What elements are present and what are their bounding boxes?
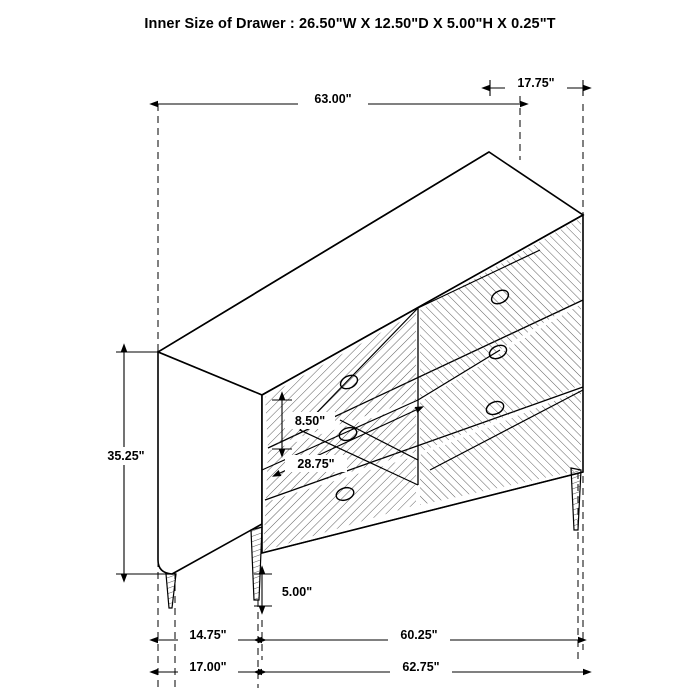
label-drawer-height: 8.50" (294, 414, 326, 428)
leg-left (251, 527, 262, 600)
label-drawer-width: 28.75" (297, 457, 335, 471)
label-top-depth: 17.75" (517, 76, 555, 90)
page-title: Inner Size of Drawer : 26.50"W X 12.50"D X 5.00"H X 0.25"T (144, 16, 556, 32)
label-body-width: 60.25" (400, 628, 438, 642)
leg-right (571, 468, 581, 530)
label-left-base: 14.75" (189, 628, 227, 642)
label-height: 35.25" (107, 449, 145, 463)
label-leg-height: 5.00" (281, 585, 313, 599)
label-top-width: 63.00" (314, 92, 352, 106)
label-bottom-left: 17.00" (189, 660, 227, 674)
label-bottom-width: 62.75" (402, 660, 440, 674)
